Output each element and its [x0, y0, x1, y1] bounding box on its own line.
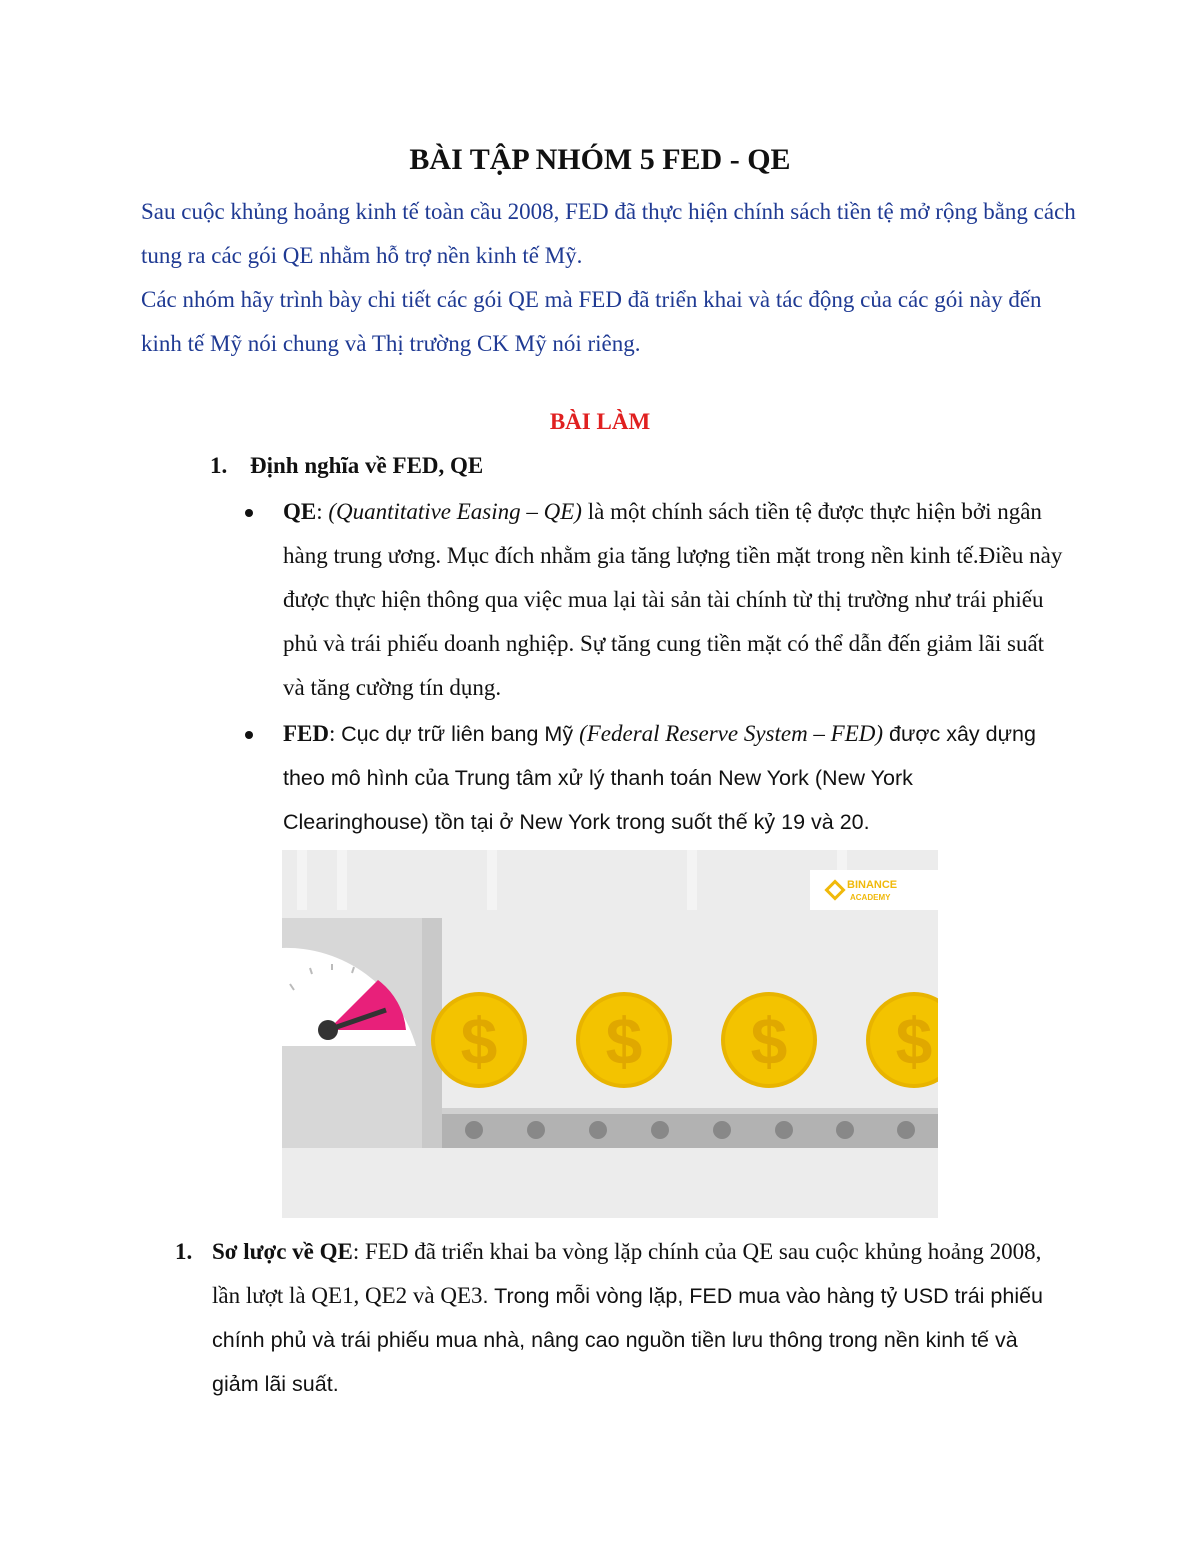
bullet-term: FED — [283, 721, 329, 746]
bullet-qe — [283, 490, 1063, 710]
section-2-colon: : — [352, 1239, 365, 1264]
section-2-text-2: . Trong mỗi vòng lặp, FED mua vào hàng tỷ USD trái phiếu chính phủ và trái phiếu mua nhà, nâng cao nguồn tiền lưu thông trong nền kinh tế và giảm lãi suất. — [212, 1284, 1044, 1396]
intro-paragraph-1: Sau cuộc khủng hoảng kinh tế toàn cầu 2008, FED đã thực hiện chính sách tiền tệ mở rộng bằng cách tung ra các gói QE nhằm hỗ trợ nền kinh tế Mỹ. — [141, 199, 1076, 268]
section-2 — [175, 1230, 1055, 1406]
bullet-fed — [283, 712, 1063, 844]
bullet-italic: (Federal Reserve System – FED) — [579, 721, 884, 746]
section-1-number: 1. — [210, 453, 228, 478]
section-2-heading: Sơ lược về QE — [212, 1239, 353, 1264]
bullet-text: là một chính sách tiền tệ được thực hiện bởi ngân hàng trung ương. Mục đích nhằm gia tăng lượng tiền mặt trong nền kinh tế.Điều này được thực hiện thông qua việc mua lại tài sản tài chính từ thị trường như trái phiếu phủ và trái phiếu doanh nghiệp. Sự tăng cung tiền mặt có thể dẫn đến giảm lãi suất và tăng cường tín dụng. — [283, 499, 1063, 700]
section-2-body — [212, 1230, 1055, 1406]
section-1-heading — [210, 448, 483, 484]
bullet-colon: : — [329, 721, 342, 746]
section-title: BÀI LÀM — [549, 409, 651, 434]
assignment-prompt — [141, 190, 1081, 366]
logo-line1: BINANCE — [847, 879, 898, 891]
qe-illustration — [282, 850, 938, 1218]
coin-symbol: $ — [895, 1004, 933, 1078]
coin-icon — [723, 994, 815, 1086]
intro-paragraph-2: Các nhóm hãy trình bày chi tiết các gói QE mà FED đã triển khai và tác động của các gói này đến kinh tế Mỹ nói chung và Thị trường CK Mỹ nói riêng. — [141, 287, 1042, 356]
coin-symbol: $ — [605, 1004, 643, 1078]
bullet-text: được xây dựng theo mô hình của Trung tâm xử lý thanh toán New York (New York Clearinghouse) tồn tại ở New York trong suốt thế kỷ 19 và 20. — [283, 722, 1036, 834]
section-1-heading-text: Định nghĩa về FED, QE — [250, 453, 484, 478]
bullet-italic: (Quantitative Easing – QE) — [328, 499, 582, 524]
bullet-term: QE — [283, 499, 317, 524]
coin-icon — [868, 994, 938, 1086]
binance-academy-logo — [810, 870, 938, 910]
bullet-dot-icon — [245, 731, 253, 739]
coin-symbol: $ — [460, 1004, 498, 1078]
bullet-text-before: Cục dự trữ liên bang Mỹ — [341, 722, 580, 746]
bullet-dot-icon — [245, 509, 253, 517]
bullet-colon: : — [316, 499, 329, 524]
section-2-text-1: FED đã triển khai ba vòng lặp chính của QE sau cuộc khủng hoảng 2008, lần lượt là QE1, QE2 và QE3 — [212, 1239, 1042, 1308]
coin-symbol: $ — [750, 1004, 788, 1078]
logo-line2: ACADEMY — [850, 893, 891, 902]
coin-icon — [578, 994, 670, 1086]
document-title: BÀI TẬP NHÓM 5 FED - QE — [409, 143, 791, 176]
section-2-number: 1. — [175, 1239, 193, 1264]
coin-icon — [433, 994, 525, 1086]
